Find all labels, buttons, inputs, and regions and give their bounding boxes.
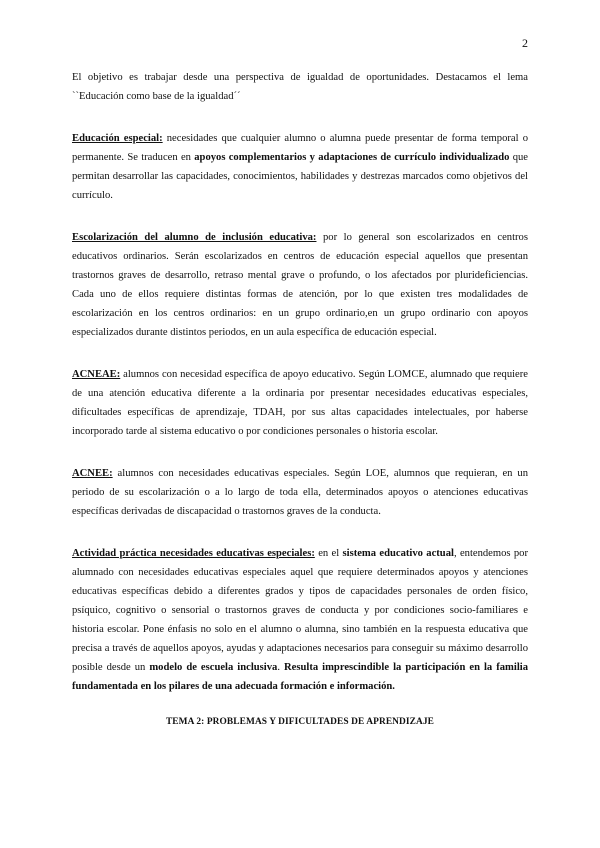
actividad-text-1: en el: [314, 548, 343, 559]
escolarizacion-term: Escolarización del alumno de inclusión educativa:: [72, 232, 317, 243]
educacion-especial-term: Educación especial:: [72, 133, 163, 144]
actividad-bold-3: Resulta imprescindible la participación en la familia fundamentada en los pilares de una adecuada formación e información.: [72, 662, 529, 692]
educacion-especial-paragraph: [72, 129, 528, 205]
acneae-term: ACNEAE:: [72, 369, 121, 380]
acnee-term: ACNEE:: [72, 468, 113, 479]
educacion-especial-text-1: necesidades que cualquier alumno o alumna puede presentar de forma temporal o permanente. Se traducen en: [72, 133, 528, 163]
acnee-paragraph: [72, 464, 528, 521]
educacion-especial-text-2: que permitan desarrollar las capacidades, conocimientos, habilidades y destrezas marcados como objetivos del currículo.: [72, 152, 528, 201]
actividad-text-2: , entendemos por alumnado con necesidades educativas especiales aquel que requiere determinados apoyos y atenciones educativas específicas debido a diferentes grados y tipos de capacidades personales de orden físico, psíquico, cognitivo o sensorial o trastornos graves de conducta y por condiciones socio-familiares e historia escolar. Pone énfasis no solo en el alumno o alumna, sino también en la respuesta educativa que precisa a través de aquellos apoyos, ayudas y adaptaciones necesarios para conseguir su máximo desarrollo posible desde un: [72, 548, 528, 673]
acneae-paragraph: [72, 365, 528, 441]
escolarizacion-paragraph: [72, 228, 528, 342]
actividad-term: Actividad práctica necesidades educativas especiales:: [72, 548, 315, 559]
document-body: [72, 68, 528, 732]
actividad-bold-2: modelo de escuela inclusiva: [149, 662, 278, 673]
actividad-text-3: .: [277, 662, 285, 673]
acnee-text-1: alumnos con necesidades educativas especiales. Según LOE, alumnos que requieran, en un periodo de su escolarización o a lo largo de toda ella, determinados apoyos o atenciones educativas específicas derivadas de discapacidad o trastornos graves de la conducta.: [72, 468, 528, 517]
section-heading: TEMA 2: PROBLEMAS Y DIFICULTADES DE APRENDIZAJE: [165, 717, 435, 727]
page-number: 2: [522, 36, 528, 50]
educacion-especial-bold-1: apoyos complementarios y adaptaciones de currículo individualizado: [194, 152, 510, 163]
actividad-paragraph: [72, 544, 528, 696]
actividad-bold-1: sistema educativo actual: [342, 548, 454, 559]
escolarizacion-text-1: por lo general son escolarizados en centros educativos ordinarios. Serán escolarizados en centros de educación especial aquellos que presentan trastornos graves de desarrollo, retraso mental grave o profundo, o los afectados por plurideficiencias. Cada uno de ellos requiere distintas formas de atención, por lo que existen tres modalidades de escolarización en los centros ordinarios: en un grupo ordinario,en un grupo ordinario con apoyos especializados durante distintos periodos, en un aula específica de educación especial.: [72, 232, 528, 338]
intro-paragraph: El objetivo es trabajar desde una perspectiva de igualdad de oportunidades. Destacamos el lema ``Educación como base de la igualdad´´: [72, 72, 528, 102]
acneae-text-1: alumnos con necesidad específica de apoyo educativo. Según LOMCE, alumnado que requiere de una atención educativa diferente a la ordinaria por presentar necesidades educativas especiales, dificultades específicas de aprendizaje, TDAH, por sus altas capacidades intelectuales, por haberse incorporado tarde al sistema educativo o por condiciones personales o historia escolar.: [72, 369, 528, 437]
